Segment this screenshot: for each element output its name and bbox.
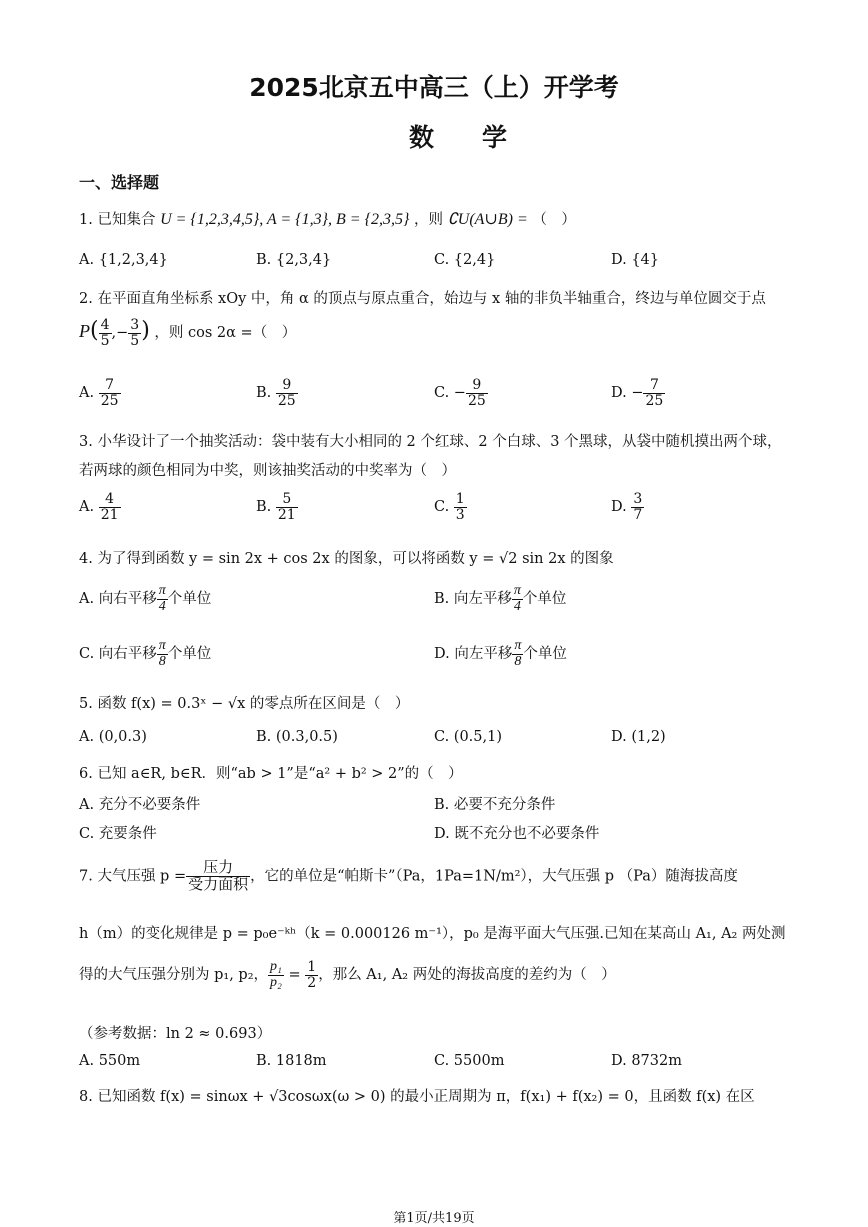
question-1-option-a: A. {1,2,3,4}	[79, 252, 168, 268]
question-2-option-d: D. − $\frac{7}{25}$	[611, 377, 664, 409]
question-2-option-c: C. − $\frac{9}{25}$	[434, 377, 486, 409]
question-6-option-b: B. 必要不充分条件	[434, 797, 556, 813]
question-2-option-a: A. $\frac{7}{25}$	[79, 377, 119, 409]
question-2-option-b: B. $\frac{9}{25}$	[256, 377, 296, 409]
question-4-option-b: B. 向左平移 $\frac{\pi}{4}$ 个单位	[434, 583, 567, 614]
question-3-option-b: B. $\frac{5}{21}$	[256, 491, 296, 523]
question-4-option-a: A. 向右平移 $\frac{\pi}{4}$ 个单位	[79, 583, 212, 614]
question-3-option-c: C. $\frac{1}{3}$	[434, 491, 465, 523]
subject-title: 数学	[408, 123, 555, 152]
question-5-option-b: B. (0.3,0.5)	[256, 729, 338, 745]
question-5-option-a: A. (0,0.3)	[79, 729, 147, 745]
question-6-stem: 6. 已知 a∈R, b∈R．则“ab > 1”是“a² + b² > 2”的（ ）	[79, 766, 463, 782]
page-title: 2025北京五中高三（上）开学考	[249, 73, 619, 102]
question-3-option-d: D. $\frac{3}{7}$	[611, 491, 643, 523]
question-2-point: P( $\frac{4}{5}$ ,− $\frac{3}{5}$ ) ，则 cos 2α =（ ）	[79, 317, 297, 349]
question-4-stem: 4. 为了得到函数 y = sin 2x + cos 2x 的图象，可以将函数 y = √2 sin 2x 的图象	[79, 551, 614, 567]
question-1-option-b: B. {2,3,4}	[256, 252, 332, 268]
question-6-option-a: A. 充分不必要条件	[79, 797, 201, 813]
question-6-option-d: D. 既不充分也不必要条件	[434, 826, 600, 842]
question-5-option-c: C. (0.5,1)	[434, 729, 503, 745]
question-4-option-d: D. 向左平移 $\frac{\pi}{8}$ 个单位	[434, 638, 567, 669]
question-8-stem: 8. 已知函数 f(x) = sinωx + √3cosωx(ω > 0) 的最小正周期为 π，f(x₁) + f(x₂) = 0，且函数 f(x) 在区	[79, 1089, 755, 1105]
question-1-stem: 1. 已知集合 U = {1,2,3,4,5}, A = {1,3}, B = {2,3,5} ，则 ∁U(A∪B) = （ ）	[79, 211, 576, 228]
question-3-stem-line1: 3. 小华设计了一个抽奖活动：袋中装有大小相同的 2 个红球、2 个白球、3 个黑球，从袋中随机摸出两个球，	[79, 434, 782, 450]
question-7-reference: （参考数据：ln 2 ≈ 0.693）	[79, 1026, 272, 1042]
question-7-option-c: C. 5500m	[434, 1053, 505, 1069]
question-4-option-c: C. 向右平移 $\frac{\pi}{8}$ 个单位	[79, 638, 212, 669]
question-3-option-a: A. $\frac{4}{21}$	[79, 491, 119, 523]
question-6-option-c: C. 充要条件	[79, 826, 157, 842]
question-7-option-d: D. 8732m	[611, 1053, 682, 1069]
question-1-option-d: D. {4}	[611, 252, 660, 268]
question-7-stem-line2: h（m）的变化规律是 p = p₀e⁻ᵏʰ（k = 0.000126 m⁻¹），p₀ 是海平面大气压强.已知在某高山 A₁, A₂ 两处测	[79, 926, 786, 942]
question-1-option-c: C. {2,4}	[434, 252, 496, 268]
question-7-option-a: A. 550m	[79, 1053, 141, 1069]
question-2-stem: 2. 在平面直角坐标系 xOy 中，角 α 的顶点与原点重合，始边与 x 轴的非负半轴重合，终边与单位圆交于点	[79, 291, 766, 307]
question-7-stem-line1: 7. 大气压强 p = $\frac{\text{压力}}{\text{受力面积}}$ ，它的单位是“帕斯卡”（Pa，1Pa=1N/m²），大气压强 p （Pa）随海拔高度	[79, 858, 738, 893]
page-footer: 第1页/共19页	[393, 1211, 475, 1226]
question-5-option-d: D. (1,2)	[611, 729, 666, 745]
question-3-stem-line2: 若两球的颜色相同为中奖，则该抽奖活动的中奖率为（ ）	[79, 463, 456, 479]
question-5-stem: 5. 函数 f(x) = 0.3ˣ − √x 的零点所在区间是（ ）	[79, 696, 410, 712]
question-7-stem-line3: 得的大气压强分别为 p₁, p₂， $\frac{\text{p₁}}{\text{p₂}}$ = $\frac{1}{2}$ ，那么 A₁, A₂ 两处的海拔高度的差约为（ ）	[79, 959, 616, 991]
section-heading: 一、选择题	[79, 173, 160, 192]
question-7-option-b: B. 1818m	[256, 1053, 327, 1069]
